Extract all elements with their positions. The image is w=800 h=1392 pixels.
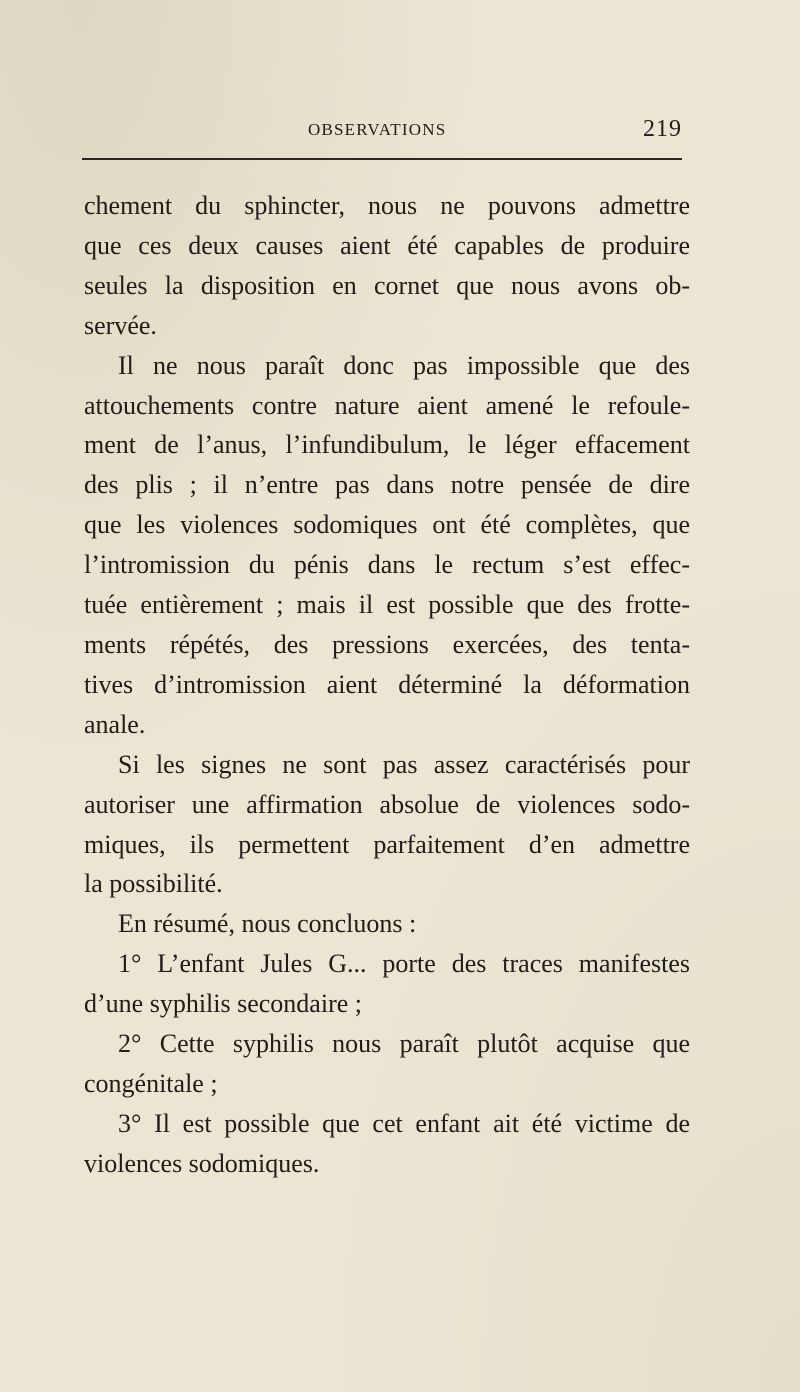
text-line: tuée entièrement ; mais il est possible que des frotte- bbox=[84, 590, 690, 620]
text-line: ment de l’anus, l’infundibulum, le léger effacement bbox=[84, 430, 690, 460]
text-line: l’intromission du pénis dans le rectum s’est effec- bbox=[84, 550, 690, 580]
text-line: 1° L’enfant Jules G... porte des traces manifestes bbox=[118, 949, 690, 979]
body-text bbox=[84, 186, 690, 1184]
text-line: servée. bbox=[84, 310, 157, 340]
text-line: attouchements contre nature aient amené le refoule- bbox=[84, 390, 690, 420]
text-line: congénitale ; bbox=[84, 1068, 218, 1098]
text-line: des plis ; il n’entre pas dans notre pensée de dire bbox=[84, 470, 690, 500]
page-number: 219 bbox=[643, 116, 682, 142]
text-line: la possibilité. bbox=[84, 869, 223, 899]
text-line: ments répétés, des pressions exercées, des tenta- bbox=[84, 629, 690, 659]
section-title: OBSERVATIONS bbox=[308, 120, 447, 139]
text-line: 3° Il est possible que cet enfant ait été victime de bbox=[118, 1108, 690, 1138]
text-line: En résumé, nous concluons : bbox=[118, 909, 417, 939]
text-line: d’une syphilis secondaire ; bbox=[84, 989, 362, 1019]
text-line: tives d’intromission aient déterminé la déformation bbox=[84, 669, 690, 699]
text-line: seules la disposition en cornet que nous avons ob- bbox=[84, 270, 690, 300]
text-line: autoriser une affirmation absolue de violences sodo- bbox=[84, 789, 690, 819]
text-line: 2° Cette syphilis nous paraît plutôt acquise que bbox=[118, 1029, 690, 1059]
text-line: violences sodomiques. bbox=[84, 1148, 320, 1178]
text-line: que les violences sodomiques ont été complètes, que bbox=[84, 510, 690, 540]
text-line: chement du sphincter, nous ne pouvons admettre bbox=[84, 191, 690, 220]
text-line: que ces deux causes aient été capables de produire bbox=[84, 230, 690, 260]
text-line: Il ne nous paraît donc pas impossible que des bbox=[118, 350, 690, 380]
text-line: miques, ils permettent parfaitement d’en admettre bbox=[84, 829, 690, 859]
running-head bbox=[0, 116, 800, 146]
text-line: anale. bbox=[84, 709, 146, 739]
text-line: Si les signes ne sont pas assez caractérisés pour bbox=[118, 749, 690, 779]
header-rule bbox=[82, 158, 682, 160]
